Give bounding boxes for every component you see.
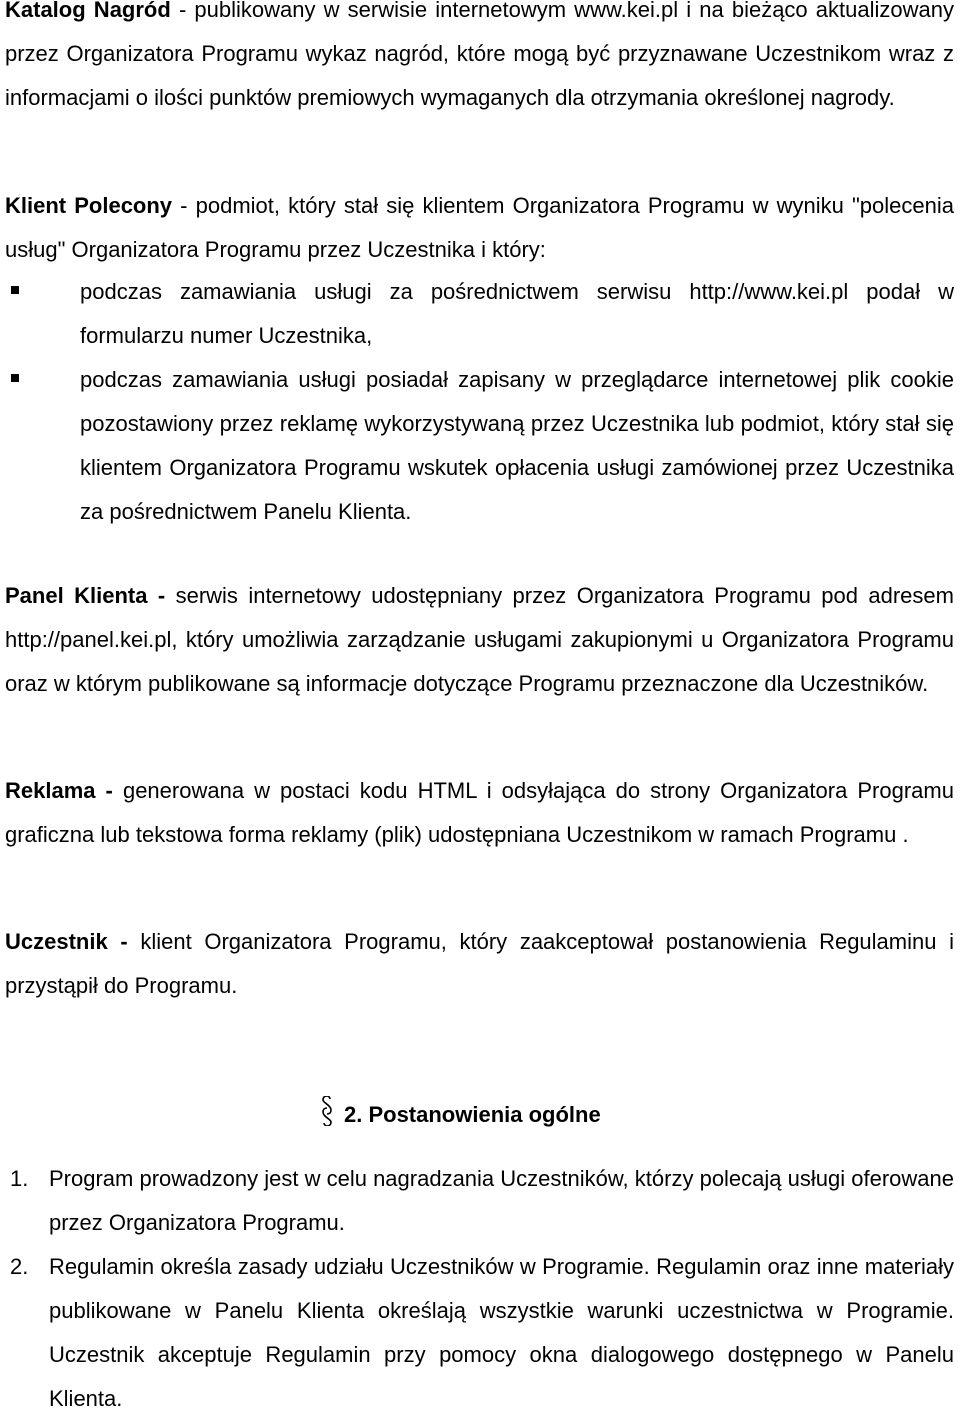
definition-katalog-nagrod [5, 0, 954, 120]
list-number: 2. [10, 1254, 29, 1279]
definition-separator [128, 929, 141, 954]
definition-text: podmiot, który stał się klientem Organizatora Programu w wyniku "polecenia usług" Organizatora Programu przez Uczestnika i który: [5, 193, 954, 262]
list-item [5, 270, 954, 358]
square-bullet-icon [11, 374, 19, 382]
definition-text: klient Organizatora Programu, który zaakceptował postanowienia Regulaminu i przystąpił do Programu. [5, 929, 954, 998]
definition-separator: - [170, 0, 195, 22]
definition-term: Uczestnik - [5, 929, 128, 954]
definition-term: Reklama - [5, 778, 113, 803]
definition-separator [113, 778, 123, 803]
list-item-text: Regulamin określa zasady udziału Uczestników w Programie. Regulamin oraz inne materiały publikowane w Panelu Klienta określają wszystkie warunki uczestnictwa w Programie. Uczestnik akceptuje Regulamin przy pomocy okna dialogowego dostępnego w Panelu Klienta. [49, 1254, 954, 1411]
list-item-text: Program prowadzony jest w celu nagradzania Uczestników, którzy polecają usługi oferowane przez Organizatora Programu. [49, 1166, 954, 1235]
definition-uczestnik [5, 920, 954, 1008]
list-item [5, 1245, 954, 1421]
section-heading [322, 1092, 601, 1137]
list-number: 1. [10, 1166, 29, 1191]
definition-reklama [5, 769, 954, 857]
square-bullet-icon [11, 286, 19, 294]
definition-term: Klient Polecony [5, 193, 173, 218]
list-item-text: podczas zamawiania usługi za pośrednictwem serwisu http://www.kei.pl podał w formularzu numer Uczestnika, [80, 279, 954, 348]
definition-text: serwis internetowy udostępniany przez Organizatora Programu pod adresem http://panel.kei.pl, który umożliwia zarządzanie usługami zakupionymi u Organizatora Programu oraz w którym publikowane są informacje dotyczące Programu przeznaczone dla Uczestników. [5, 583, 954, 696]
definition-separator: - [172, 193, 196, 218]
list-item [5, 358, 954, 534]
section-title: 2. Postanowienia ogólne [344, 1102, 601, 1127]
definition-klient-polecony [5, 184, 954, 272]
definition-panel-klienta [5, 574, 954, 706]
list-item-text: podczas zamawiania usługi posiadał zapisany w przeglądarce internetowej plik cookie pozostawiony przez reklamę wykorzystywaną przez Uczestnika lub podmiot, który stał się klientem Organizatora Programu wskutek opłacenia usługi zamówionej przez Uczestnika za pośrednictwem Panelu Klienta. [80, 367, 954, 524]
numbered-list [5, 1157, 954, 1421]
definition-term: Panel Klienta - [5, 583, 166, 608]
definition-text: generowana w postaci kodu HTML i odsyłająca do strony Organizatora Programu graficzna lub tekstowa forma reklamy (plik) udostępniana Uczestnikom w ramach Programu . [5, 778, 954, 847]
section-sign-icon [322, 1096, 332, 1126]
list-item [5, 1157, 954, 1245]
definition-term: Katalog Nagród [5, 0, 171, 22]
bullet-list [5, 270, 954, 534]
definition-text: publikowany w serwisie internetowym www.kei.pl i na bieżąco aktualizowany przez Organizatora Programu wykaz nagród, które mogą być przyznawane Uczestnikom wraz z informacjami o ilości punktów premiowych wymaganych dla otrzymania określonej nagrody. [5, 0, 954, 110]
definition-separator [165, 583, 175, 608]
